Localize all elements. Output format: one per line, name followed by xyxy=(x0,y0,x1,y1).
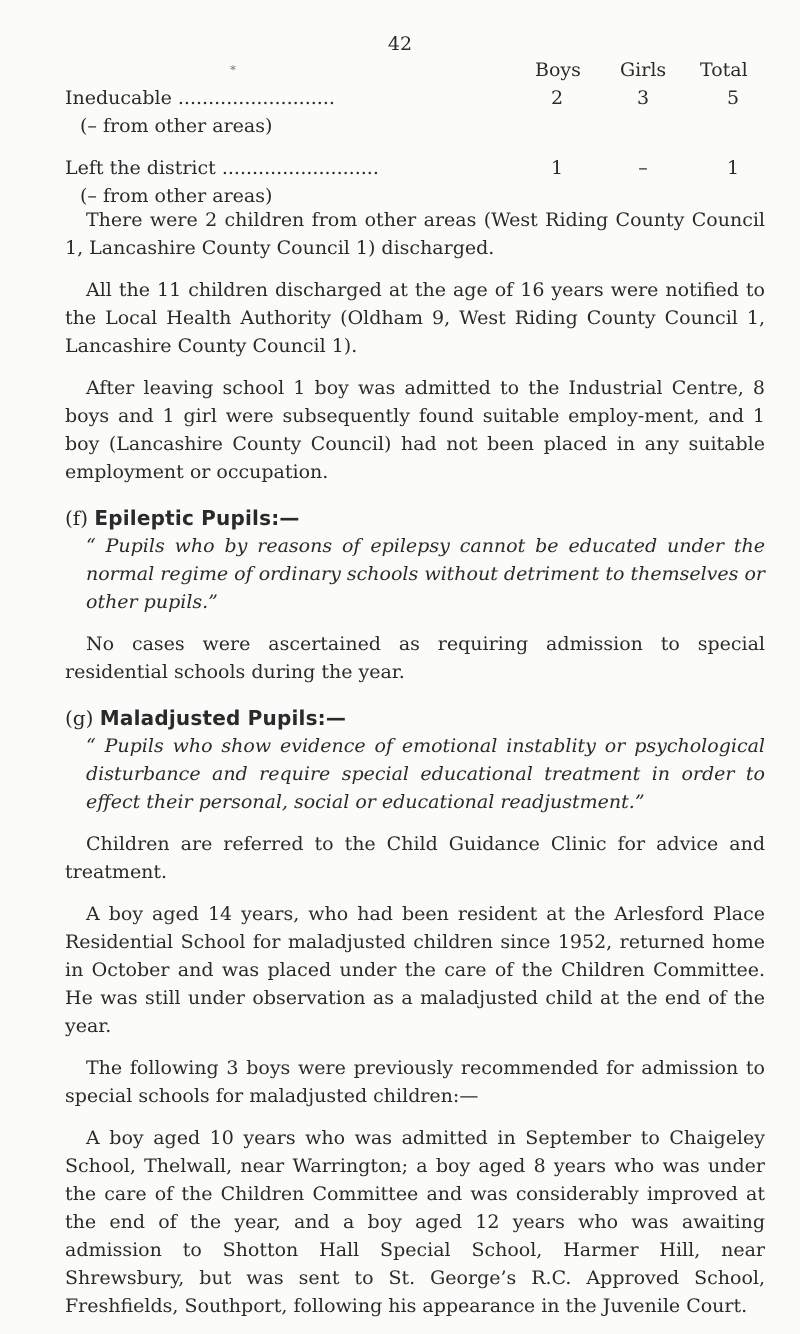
row-boys: 1 xyxy=(550,157,564,179)
statistics-table xyxy=(65,56,765,210)
row-sublabel: (– from other areas) xyxy=(80,185,273,207)
row-boys: 2 xyxy=(550,87,564,109)
row-girls: 3 xyxy=(636,87,650,109)
header-boys: Boys xyxy=(535,59,581,81)
definition-quote: “ Pupils who by reasons of epilepsy cannot be educated under the normal regime of ordinary schools without detriment to themselves or other pupils.” xyxy=(86,535,765,613)
row-sublabel: (– from other areas) xyxy=(80,115,273,137)
header-girls: Girls xyxy=(620,59,667,81)
section-heading-maladjusted xyxy=(65,704,765,732)
paragraph: All the 11 children discharged at the age of 16 years were notified to the Local Health Authority (Oldham 9, West Riding County Council 1, Lancashire County Council 1). xyxy=(65,279,765,357)
paragraph: There were 2 children from other areas (West Riding County Council 1, Lancashire County Council 1) discharged. xyxy=(65,209,765,259)
header-total: Total xyxy=(700,59,748,81)
table-header xyxy=(65,56,765,84)
paragraph: The following 3 boys were previously recommended for admission to special schools for maladjusted children:— xyxy=(65,1057,765,1107)
paragraph: A boy aged 10 years who was admitted in September to Chaigeley School, Thelwall, near Warrington; a boy aged 8 years who was under the care of the Children Committee and was considerably improved at the end of the year, and a boy aged 12 years who was awaiting admission to Shotton Hall Special School, Harmer Hill, near Shrewsbury, but was sent to St. George’s R.C. Approved School, Freshfields, Southport, following his appearance in the Juvenile Court. xyxy=(65,1127,765,1317)
paragraph: After leaving school 1 boy was admitted to the Industrial Centre, 8 boys and 1 girl were subsequently found suitable employ-ment, and 1 boy (Lancashire County Council) had not been placed in any suitable employment or occupation. xyxy=(65,377,765,483)
row-label: Left the district .......................... xyxy=(65,157,379,179)
paragraph: No cases were ascertained as requiring admission to special residential schools during the year. xyxy=(65,633,765,683)
section-prefix: (f) xyxy=(65,506,89,530)
section-heading-epileptic xyxy=(65,504,765,532)
stray-mark: * xyxy=(230,63,236,77)
section-title: Maladjusted Pupils:— xyxy=(99,706,347,730)
definition-quote: “ Pupils who show evidence of emotional instablity or psychological disturbance and require special educational treatment in order to effect their personal, social or educational readjustment.” xyxy=(86,735,765,813)
row-total: 5 xyxy=(726,87,740,109)
body-text xyxy=(65,206,765,1334)
row-label: Ineducable .......................... xyxy=(65,87,335,109)
section-title: Epileptic Pupils:— xyxy=(94,506,300,530)
table-row xyxy=(65,154,765,182)
table-row xyxy=(65,84,765,112)
paragraph: Children are referred to the Child Guidance Clinic for advice and treatment. xyxy=(65,833,765,883)
section-prefix: (g) xyxy=(65,706,94,730)
page-number: 42 xyxy=(387,33,413,55)
row-total: 1 xyxy=(726,157,740,179)
row-girls: – xyxy=(638,157,648,179)
paragraph: A boy aged 14 years, who had been resident at the Arlesford Place Residential School for maladjusted children since 1952, returned home in October and was placed under the care of the Children Committee. He was still under observation as a maladjusted child at the end of the year. xyxy=(65,903,765,1037)
